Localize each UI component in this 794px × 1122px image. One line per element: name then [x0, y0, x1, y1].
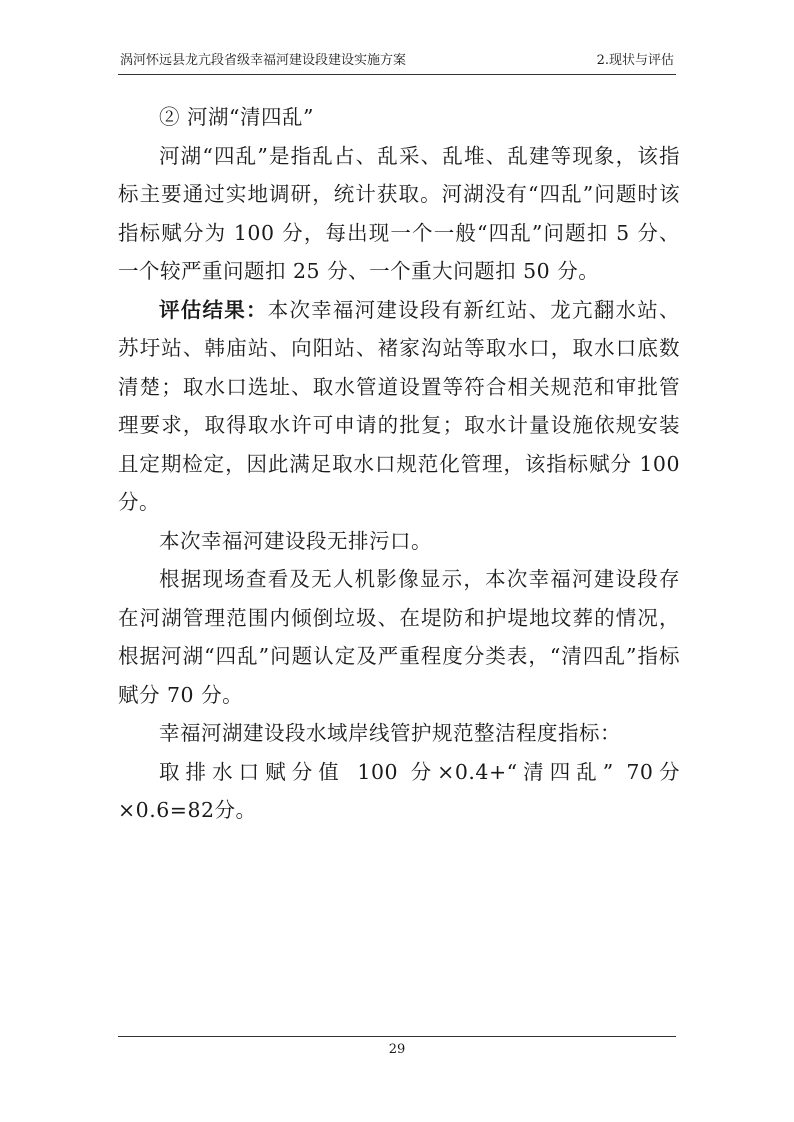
paragraph-definition: 河湖“四乱”是指乱占、乱采、乱堆、乱建等现象，该指标主要通过实地调研，统计获取。河湖没有“四乱”问题时该指标赋分为 100 分，每出现一个一般“四乱”问题扣 5 分、一个较严重问题扣 25 分、一个重大问题扣 50 分。 — [118, 143, 680, 283]
paragraph-indicator-title: 幸福河湖建设段水域岸线管护规范整洁程度指标： — [159, 721, 621, 745]
paragraph-four-chaos-finding: 根据现场查看及无人机影像显示，本次幸福河建设段存在河湖管理范围内倾倒垃圾、在堤防和护堤地坟葬的情况，根据河湖“四乱”问题认定及严重程度分类表，“清四乱”指标赋分 70 分。 — [118, 567, 680, 707]
page-header — [118, 50, 676, 75]
page-number: 29 — [388, 1042, 406, 1057]
footer-divider — [118, 1036, 676, 1037]
paragraph-evaluation-result — [118, 291, 680, 522]
evaluation-result-label: 评估结果： — [159, 297, 268, 322]
evaluation-result-text: 本次幸福河建设段有新红站、龙亢翻水站、苏圩站、韩庙站、向阳站、褚家沟站等取水口，取水口底数清楚；取水口选址、取水管道设置等符合相关规范和审批管理要求，取得取水许可申请的批复；取水计量设施依规安装且定期检定，因此满足取水口规范化管理，该指标赋分 100 分。 — [118, 297, 681, 514]
header-section-title: 2.现状与评估 — [596, 53, 674, 68]
document-body — [118, 98, 680, 830]
header-document-title: 涡河怀远县龙亢段省级幸福河建设段建设实施方案 — [120, 53, 407, 68]
paragraph-no-outfall: 本次幸福河建设段无排污口。 — [159, 528, 432, 553]
paragraph-score-formula: 取排水口赋分值 100 分×0.4+“清四乱” 70分×0.6=82分。 — [118, 759, 680, 822]
subsection-heading: ② 河湖“清四乱” — [159, 105, 314, 129]
